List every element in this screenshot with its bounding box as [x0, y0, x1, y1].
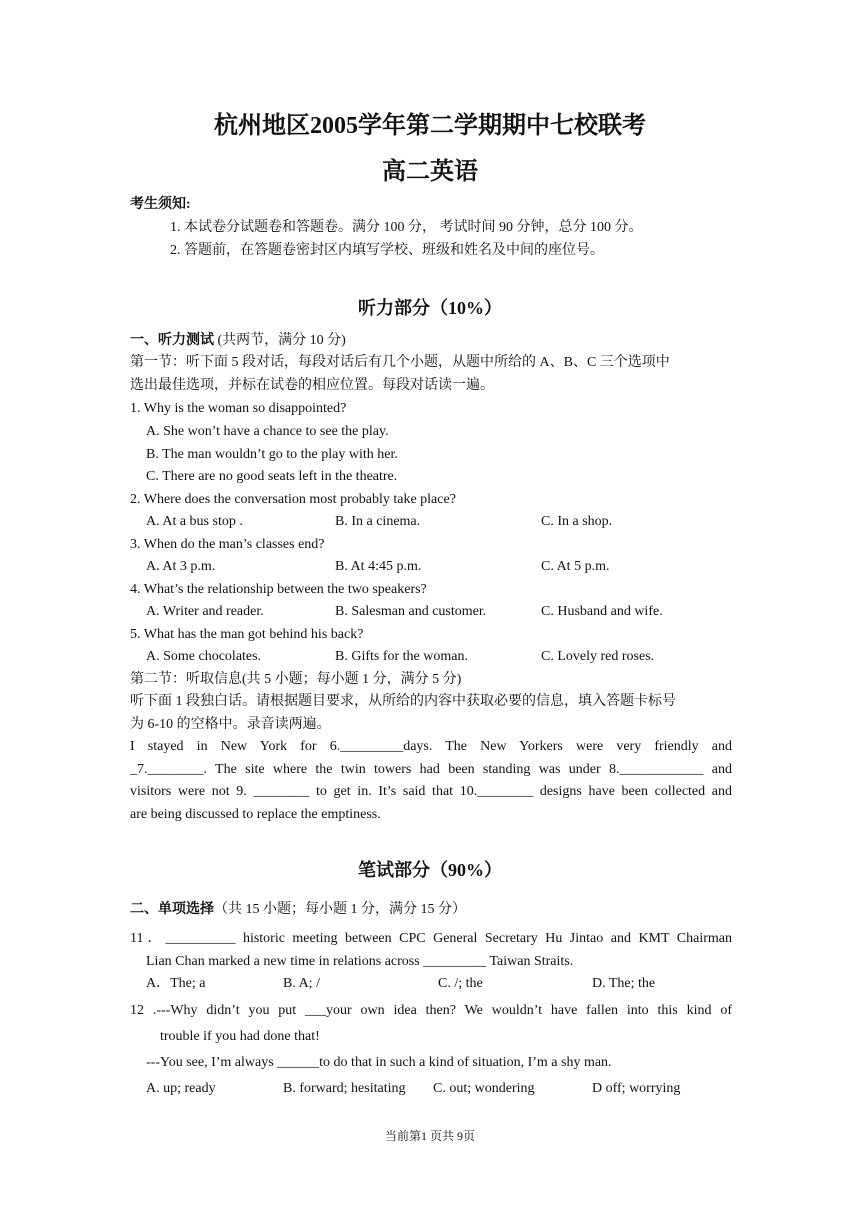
question-4: 4. What’s the relationship between the two speakers?	[130, 582, 427, 597]
listening-part-heading	[130, 334, 346, 348]
question-2: 2. Where does the conversation most probably take place?	[130, 492, 456, 507]
question-11-option-a: A．The; a	[146, 976, 206, 991]
question-3: 3. When do the man’s classes end?	[130, 537, 325, 552]
question-12-line3: ---You see, I’m always ______to do that in such a kind of situation, I’m a shy man.	[146, 1055, 612, 1070]
question-12-option-c: C. out; wondering	[433, 1081, 535, 1096]
question-1-option-a: A. She won’t have a chance to see the play.	[146, 424, 389, 439]
question-2-option-b: B. In a cinema.	[335, 514, 421, 529]
notice-item-1: 1. 本试卷分试题卷和答题卷。满分 100 分， 考试时间 90 分钟，总分 100 分。	[170, 220, 643, 235]
question-11-option-b: B. A; /	[283, 976, 320, 991]
question-3-option-b: B. At 4:45 p.m.	[335, 559, 422, 574]
document-title: 杭州地区2005学年第二学期期中七校联考	[214, 113, 646, 139]
question-11-line1: 11．__________ historic meeting between CPC General Secretary Hu Jintao and KMT Chairman	[130, 931, 732, 946]
question-4-option-a: A. Writer and reader.	[146, 604, 264, 619]
section2-heading: 第二节：听取信息(共 5 小题；每小题 1 分，满分 5 分)	[130, 672, 462, 687]
section1-instruction-line2: 选出最佳选项，并标在试卷的相应位置。每段对话读一遍。	[130, 378, 494, 393]
listening-part-label: 一、听力测试	[130, 333, 214, 348]
section1-instruction-line1: 第一节：听下面 5 段对话，每段对话后有几个小题，从题中所给的 A、B、C 三个选项中	[130, 355, 670, 370]
question-1-option-b: B. The man wouldn’t go to the play with her.	[146, 447, 398, 462]
question-12-option-d: D off; worrying	[592, 1081, 681, 1096]
question-5-option-c: C. Lovely red roses.	[541, 649, 655, 664]
mcq-part-info: （共 15 小题；每小题 1 分，满分 15 分）	[214, 902, 466, 917]
question-5-option-b: B. Gifts for the woman.	[335, 649, 468, 664]
question-12-line2: trouble if you had done that!	[160, 1029, 320, 1044]
question-11-line2: Lian Chan marked a new time in relations across _________ Taiwan Straits.	[146, 954, 574, 969]
passage-line-3: visitors were not 9. ________ to get in. It’s said that 10.________ designs have been collected and	[130, 784, 732, 799]
question-2-option-a: A. At a bus stop .	[146, 514, 243, 529]
question-11-option-c: C. /; the	[438, 976, 483, 991]
section2-instruction-line2: 为 6-10 的空格中。录音读两遍。	[130, 717, 331, 732]
notice-item-2: 2. 答题前，在答题卷密封区内填写学校、班级和姓名及中间的座位号。	[170, 243, 604, 258]
writing-section-title: 笔试部分（90%）	[358, 860, 502, 880]
passage-line-1: I stayed in New York for 6._________days. The New Yorkers were very friendly and	[130, 739, 732, 754]
question-12-line1: 12 .---Why didn’t you put ___your own idea then? We wouldn’t have fallen into this kind of	[130, 1003, 732, 1018]
mcq-part-label: 二、单项选择	[130, 902, 214, 917]
question-1-option-c: C. There are no good seats left in the theatre.	[146, 469, 398, 484]
question-2-option-c: C. In a shop.	[541, 514, 613, 529]
listening-section-title: 听力部分（10%）	[358, 298, 502, 318]
question-3-option-c: C. At 5 p.m.	[541, 559, 610, 574]
question-3-option-a: A. At 3 p.m.	[146, 559, 216, 574]
mcq-part-heading	[130, 903, 466, 917]
question-4-option-b: B. Salesman and customer.	[335, 604, 487, 619]
page-footer: 当前第1 页共 9页	[384, 1129, 475, 1143]
notice-heading: 考生须知:	[130, 197, 191, 212]
document-subtitle: 高二英语	[382, 159, 478, 185]
question-12-option-b: B. forward; hesitating	[283, 1081, 406, 1096]
section2-instruction-line1: 听下面 1 段独白话。请根据题目要求，从所给的内容中获取必要的信息，填入答题卡标号	[130, 694, 676, 709]
question-1: 1. Why is the woman so disappointed?	[130, 401, 347, 416]
question-4-option-c: C. Husband and wife.	[541, 604, 663, 619]
question-11-option-d: D. The; the	[592, 976, 656, 991]
question-5-option-a: A. Some chocolates.	[146, 649, 262, 664]
question-12-option-a: A. up; ready	[146, 1081, 216, 1096]
passage-line-4: are being discussed to replace the emptiness.	[130, 807, 381, 822]
listening-part-info: (共两节，满分 10 分)	[214, 333, 346, 348]
passage-line-2: _7.________. The site where the twin towers had been standing was under 8.____________ and	[130, 762, 732, 777]
question-5: 5. What has the man got behind his back?	[130, 627, 364, 642]
